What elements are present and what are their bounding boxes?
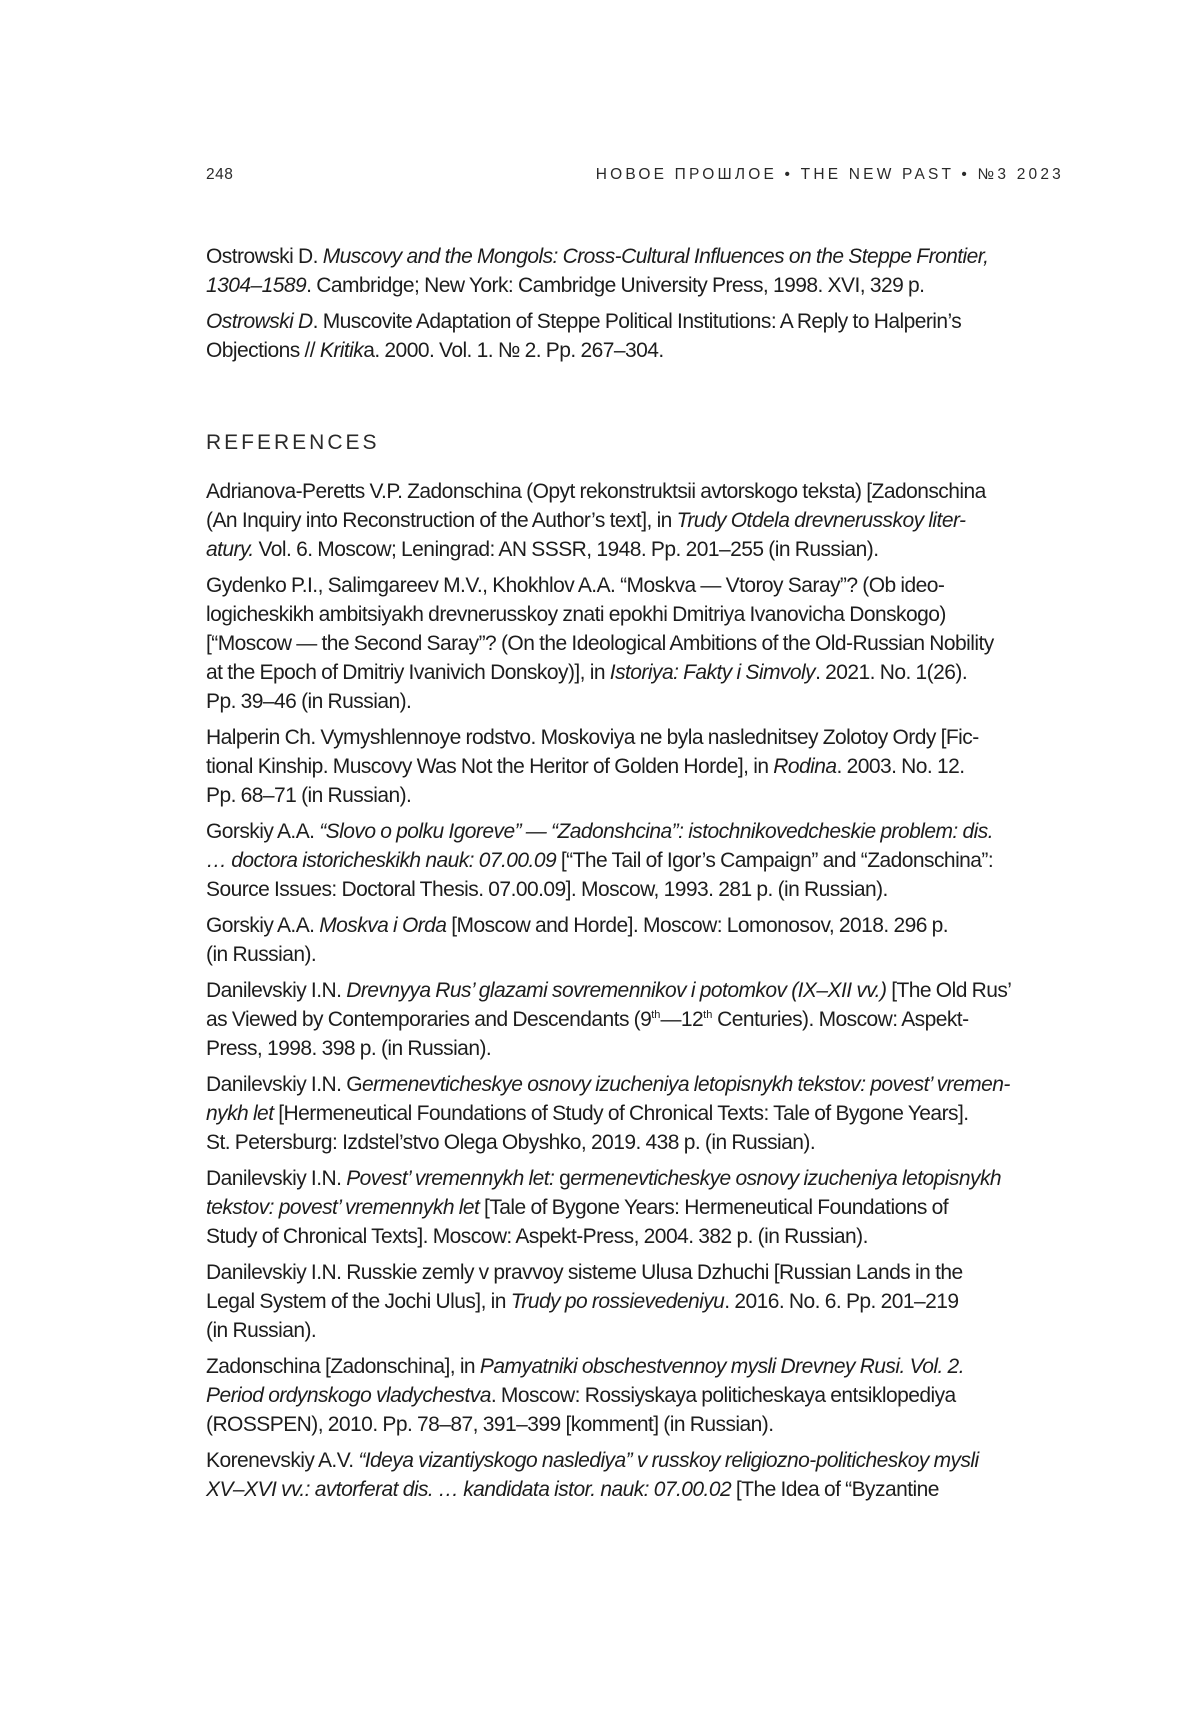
reference-entry bbox=[206, 1258, 1066, 1345]
entry-line: at the Epoch of Dmitriy Ivanivich Donskoy)], in Istoriya: Fakty i Simvoly. 2021. No. 1(26). bbox=[206, 661, 968, 684]
entry-line: Legal System of the Jochi Ulus], in Trudy po rossievedeniyu. 2016. No. 6. Pp. 201–219 bbox=[206, 1290, 959, 1313]
entry-line: Zadonschina [Zadonschina], in Pamyatniki obschestvennoy mysli Drevney Rusi. Vol. 2. bbox=[206, 1355, 964, 1378]
reference-entry bbox=[206, 477, 1066, 564]
running-head bbox=[206, 166, 1064, 190]
entry-line: Press, 1998. 398 p. (in Russian). bbox=[206, 1037, 492, 1060]
entry-line: logicheskikh ambitsiyakh drevnerusskoy znati epokhi Dmitriya Ivanovicha Donskogo) bbox=[206, 603, 946, 626]
reference-entry bbox=[206, 1070, 1066, 1157]
entry-line: tional Kinship. Muscovy Was Not the Heritor of Golden Horde], in Rodina. 2003. No. 12. bbox=[206, 755, 965, 778]
reference-entry bbox=[206, 976, 1066, 1063]
entry-line: Ostrowski D. Muscovy and the Mongols: Cross-Cultural Influences on the Steppe Frontier, bbox=[206, 245, 989, 268]
entry-line: (ROSSPEN), 2010. Pp. 78–87, 391–399 [komment] (in Russian). bbox=[206, 1413, 774, 1436]
entry-line: atury. Vol. 6. Moscow; Leningrad: AN SSSR, 1948. Pp. 201–255 (in Russian). bbox=[206, 538, 879, 561]
entry-line: as Viewed by Contemporaries and Descendants (9th—12th Centuries). Moscow: Aspekt- bbox=[206, 1008, 969, 1031]
references-heading: REFERENCES bbox=[206, 431, 380, 454]
reference-entry bbox=[206, 1352, 1066, 1439]
entry-line: XV–XVI vv.: avtorferat dis. … kandidata istor. nauk: 07.00.02 [The Idea of “Byzantine bbox=[206, 1478, 939, 1501]
entry-line: Danilevskiy I.N. Povest’ vremennykh let: germenevticheskye osnovy izucheniya letopisnykh bbox=[206, 1167, 1002, 1190]
entry-line: Danilevskiy I.N. Russkie zemly v pravvoy sisteme Ulusa Dzhuchi [Russian Lands in the bbox=[206, 1261, 963, 1284]
entry-line: nykh let [Hermeneutical Foundations of Study of Chronical Texts: Tale of Bygone Years]. bbox=[206, 1102, 969, 1125]
entry-line: Adrianova-Peretts V.P. Zadonschina (Opyt rekonstruktsii avtorskogo teksta) [Zadonschina bbox=[206, 480, 986, 503]
entry-line: Period ordynskogo vladychestva. Moscow: Rossiyskaya politicheskaya entsiklopediya bbox=[206, 1384, 956, 1407]
reference-entry bbox=[206, 817, 1066, 904]
reference-entry bbox=[206, 571, 1066, 716]
reference-entry bbox=[206, 1446, 1066, 1504]
entry-line: (An Inquiry into Reconstruction of the Author’s text], in Trudy Otdela drevnerusskoy liter- bbox=[206, 509, 966, 532]
entry-line: Gydenko P.I., Salimgareev M.V., Khokhlov A.A. “Moskva — Vtoroy Saray”? (Ob ideo- bbox=[206, 574, 945, 597]
entry-line: … doctora istoricheskikh nauk: 07.00.09 [“The Tail of Igor’s Campaign” and “Zadonschina”: bbox=[206, 849, 994, 872]
entry-line: Source Issues: Doctoral Thesis. 07.00.09]. Moscow, 1993. 281 p. (in Russian). bbox=[206, 878, 888, 901]
entry-line: (in Russian). bbox=[206, 1319, 317, 1342]
entry-line: Korenevskiy A.V. “Ideya vizantiyskogo naslediya” v russkoy religiozno-politicheskoy mysli bbox=[206, 1449, 979, 1472]
page-content bbox=[206, 242, 1066, 1511]
entry-line: Pp. 68–71 (in Russian). bbox=[206, 784, 412, 807]
reference-entry bbox=[206, 911, 1066, 969]
entry-line: Ostrowski D. Muscovite Adaptation of Steppe Political Institutions: A Reply to Halperin’s bbox=[206, 310, 962, 333]
entry-line: tekstov: povest’ vremennykh let [Tale of Bygone Years: Hermeneutical Foundations of bbox=[206, 1196, 948, 1219]
entry-line: Danilevskiy I.N. Germenevticheskye osnovy izucheniya letopisnykh tekstov: povest’ vremen- bbox=[206, 1073, 1010, 1096]
entry-line: St. Petersburg: Izdstel’stvo Olega Obyshko, 2019. 438 p. (in Russian). bbox=[206, 1131, 816, 1154]
entry-line: Objections // Kritika. 2000. Vol. 1. № 2. Pp. 267–304. bbox=[206, 339, 664, 362]
ordinal-superscript: th bbox=[703, 1009, 713, 1021]
reference-entry bbox=[206, 1164, 1066, 1251]
entry-line: [“Moscow — the Second Saray”? (On the Ideological Ambitions of the Old-Russian Nobility bbox=[206, 632, 994, 655]
entry-line: Gorskiy A.A. Moskva i Orda [Moscow and Horde]. Moscow: Lomonosov, 2018. 296 p. bbox=[206, 914, 949, 937]
bibliography-entry bbox=[206, 242, 1066, 300]
reference-entry bbox=[206, 723, 1066, 810]
bibliography-entry bbox=[206, 307, 1066, 365]
journal-title: НОВОЕ ПРОШЛОЕ • THE NEW PAST • №3 2023 bbox=[595, 166, 1064, 183]
entry-line: Halperin Ch. Vymyshlennoye rodstvo. Moskoviya ne byla naslednitsey Zolotoy Ordy [Fic- bbox=[206, 726, 979, 749]
entry-line: 1304–1589. Cambridge; New York: Cambridge University Press, 1998. XVI, 329 p. bbox=[206, 274, 925, 297]
entry-line: Danilevskiy I.N. Drevnyya Rus’ glazami sovremennikov i potomkov (IX–XII vv.) [The Old Rus’ bbox=[206, 979, 1012, 1002]
entry-line: Pp. 39–46 (in Russian). bbox=[206, 690, 412, 713]
ordinal-superscript: th bbox=[651, 1009, 661, 1021]
entry-line: Gorskiy A.A. “Slovo o polku Igoreve” — “Zadonshcina”: istochnikovedcheskie problem: dis. bbox=[206, 820, 993, 843]
entry-line: Study of Chronical Texts]. Moscow: Aspekt-Press, 2004. 382 p. (in Russian). bbox=[206, 1225, 868, 1248]
entry-line: (in Russian). bbox=[206, 943, 317, 966]
page-number: 248 bbox=[206, 166, 234, 183]
